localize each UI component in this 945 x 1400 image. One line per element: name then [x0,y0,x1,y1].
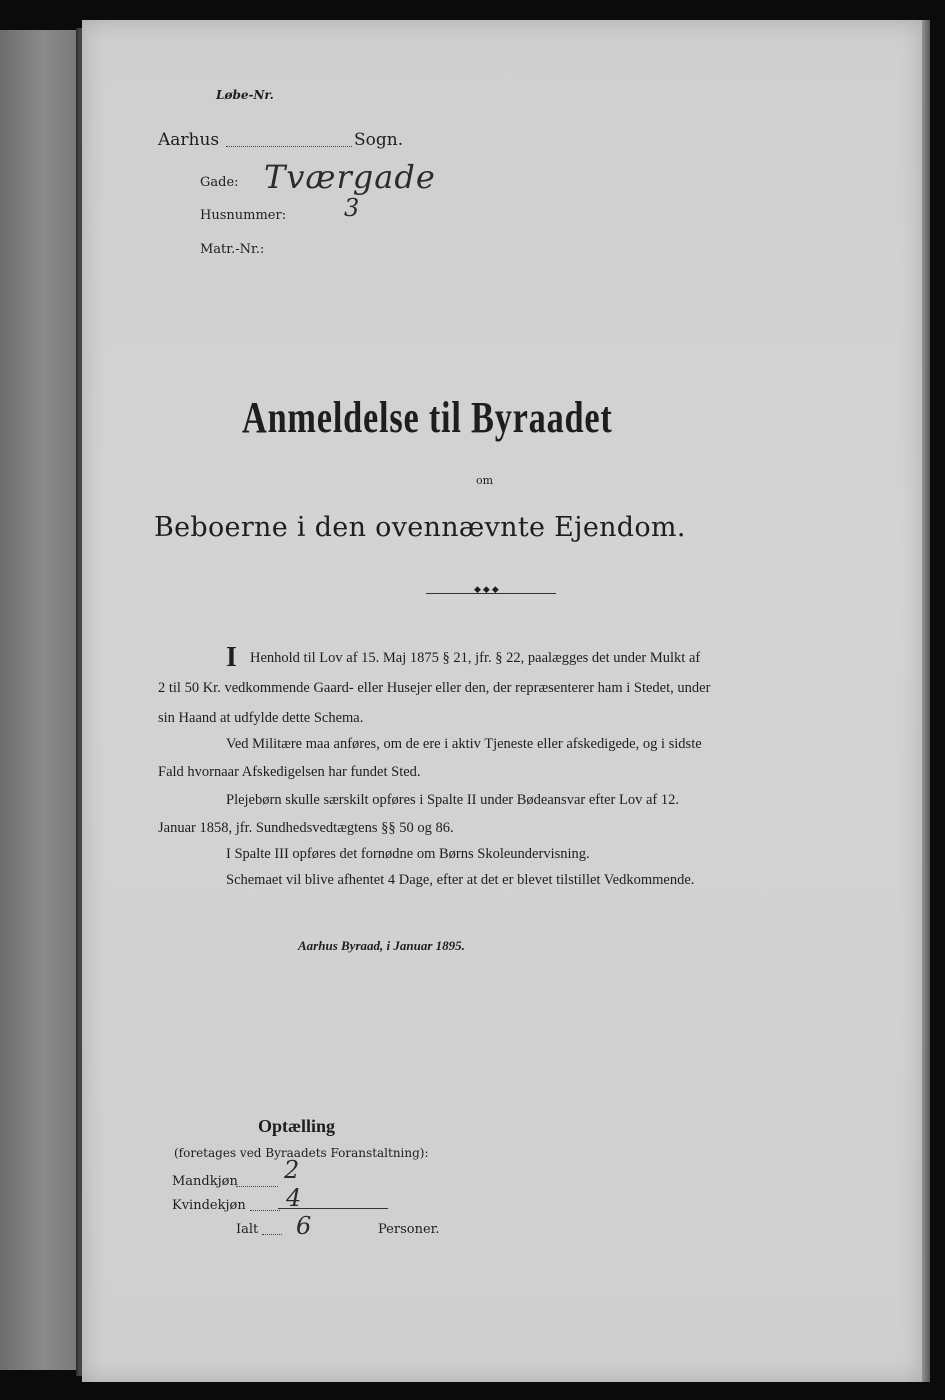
kvindekjon-dotted-line [250,1210,280,1211]
document-page [82,20,922,1382]
lobe-nr-label: Løbe-Nr. [216,88,274,102]
paragraph-4-line-1: I Spalte III opføres det fornødne om Børns Skoleundervisning. [226,846,590,862]
sogn-label: Sogn. [354,130,404,150]
ialt-label: Ialt [236,1222,259,1237]
census-heading: Optælling [258,1116,336,1136]
kvindekjon-label: Kvindekjøn [172,1198,246,1213]
paragraph-dropcap: I [226,642,237,673]
ialt-handwritten-value: 6 [296,1212,312,1240]
paragraph-1-line-3: sin Haand at udfylde dette Schema. [158,710,364,726]
mandkjon-handwritten-value: 2 [284,1156,300,1184]
rule-ornament-icon: ◆◆◆ [474,585,501,595]
census-sum-line [278,1208,388,1209]
paragraph-2-line-1: Ved Militære maa anføres, om de ere i aktiv Tjeneste eller afskedigede, og i sidste [226,736,702,752]
paragraph-3-line-1: Plejebørn skulle særskilt opføres i Spalte II under Bødeansvar efter Lov af 12. [226,792,680,808]
gade-handwritten-value: Tværgade [264,158,436,196]
husnummer-handwritten-value: 3 [344,194,360,222]
city-label: Aarhus [158,130,220,150]
ialt-dotted-line [262,1234,282,1235]
left-page-edge [0,30,78,1370]
signature-line: Aarhus Byraad, i Januar 1895. [298,938,465,953]
census-note: (foretages ved Byraadets Foranstaltning): [174,1146,429,1160]
personer-label: Personer. [378,1222,440,1237]
paragraph-5-line-1: Schemaet vil blive afhentet 4 Dage, efter at det er blevet tilstillet Vedkommende. [226,872,695,888]
mandkjon-label: Mandkjøn [172,1174,238,1189]
paragraph-1-line-2: 2 til 50 Kr. vedkommende Gaard- eller Husejer eller den, der repræsenterer ham i Stedet, under [158,680,711,696]
document-subtitle: Beboerne i den ovennævnte Ejendom. [154,512,686,543]
mandkjon-dotted-line [236,1186,278,1187]
document-title: Anmeldelse til Byraadet [242,393,613,442]
paragraph-1-line-1: Henhold til Lov af 15. Maj 1875 § 21, jfr. § 22, paalægges det under Mulkt af [250,650,701,666]
husnummer-label: Husnummer: [200,208,287,223]
sogn-dotted-line [226,146,352,147]
kvindekjon-handwritten-value: 4 [286,1184,302,1212]
paragraph-2-line-2: Fald hvornaar Afskedigelsen har fundet Sted. [158,764,421,780]
paragraph-3-line-2: Januar 1858, jfr. Sundhedsvedtægtens §§ 50 og 86. [158,820,454,836]
gade-label: Gade: [200,175,239,190]
om-label: om [476,474,494,487]
matr-nr-label: Matr.-Nr.: [200,242,265,257]
